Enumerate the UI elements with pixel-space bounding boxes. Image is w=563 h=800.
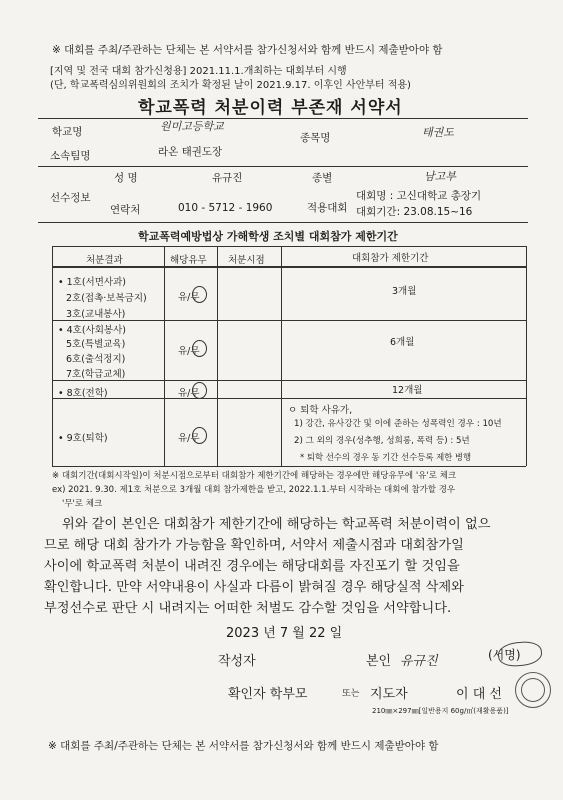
confirmer-label: 확인자 학부모 [228,687,308,702]
team-value: 라온 태권도장 [158,146,223,158]
table-row-item: • 1호(서면사과) [58,277,126,288]
header-limit: 대회참가 제한기간 [352,253,429,264]
paper-spec: 210㎜×297㎜[일반용지 60g/㎡(재활용품)] [372,707,509,715]
document-title: 학교폭력 처분이력 부존재 서약서 [138,98,403,118]
status-checkbox[interactable]: 유/무 [178,388,200,399]
table-example: ex) 2021. 9.30. 제1호 처분으로 3개월 대회 참가제한을 받고, 2022.1.1.부터 시작하는 대회에 참가할 경우 [52,485,456,495]
principal-label: 본인 [366,654,392,669]
sign-mark: (서명) [488,648,521,662]
name-label: 성 명 [114,172,138,184]
pledge-line: 확인합니다. 만약 서약내용이 사실과 다름이 밝혀질 경우 해당실적 삭제와 [44,580,464,595]
header-applicable: 해당유무 [170,255,207,266]
or-text: 또는 [342,689,360,699]
pledge-line: 위와 같이 본인은 대회참가 제한기간에 해당하는 학교폭력 처분이력이 없으 [62,517,491,532]
guide-name: 이 대 선 [456,687,502,702]
contact-label: 연락처 [110,204,141,216]
limit-value: 3개월 [392,286,417,297]
pledge-line: 부정선수로 판단 시 내려지는 어떠한 처벌도 감수할 것임을 서약합니다. [44,601,452,616]
limit-line: * 퇴학 선수의 경우 동 기간 선수등록 제한 병행 [300,452,472,462]
school-label: 학교명 [52,126,83,138]
pledge-line: 사이에 학교폭력 처분이 내려진 경우에는 해당대회를 자진포기 할 것임을 [44,559,460,574]
table-row-item: 5호(특별교육) [66,339,126,350]
pledge-line: 므로 해당 대회 참가가 가능함을 확인하며, 서약서 제출시점과 대회참가일 [44,538,464,553]
guide-label: 지도자 [370,687,408,702]
limit-line: ㅇ 퇴학 사유가, [288,405,353,416]
limit-line: 2) 그 외의 경우(성추행, 성희롱, 폭력 등) : 5년 [294,436,470,446]
header-timing: 처분시점 [228,255,265,266]
team-label: 소속팀명 [50,150,91,162]
school-value: 원미고등학교 [160,120,224,133]
limit-line: 1) 강간, 유사강간 및 이에 준하는 성폭력인 경우 : 10년 [294,419,502,429]
table-row-item: • 4호(사회봉사) [58,325,126,336]
event-label: 종목명 [300,132,331,144]
scope-note: [지역 및 전국 대회 참가신청용] 2021.11.1.개최하는 대회부터 시행 [50,66,347,77]
status-checkbox[interactable]: 유/무 [178,346,200,357]
table-row-item: • 9호(퇴학) [58,433,108,444]
scope-subnote: (단, 학교폭력심의위원회의 조치가 확정된 날이 2021.9.17. 이후인 사안부터 적용) [50,80,411,91]
competition-name: 대회명 : 고신대학교 총장기 [356,190,482,202]
limit-value: 12개월 [392,385,423,396]
table-row-item: 3호(교내봉사) [66,309,126,320]
top-notice: ※ 대회를 주최/주관하는 단체는 본 서약서를 참가신청서와 함께 반드시 제출받아야 함 [52,44,443,56]
category-value: 남고부 [424,170,456,183]
header-result: 처분결과 [86,255,123,266]
table-row-item: 7호(학급교체) [66,369,126,380]
name-value: 유규진 [212,172,243,184]
event-value: 태권도 [422,126,454,139]
table-note: ※ 대회기간(대회시작일)이 처분시점으로부터 대회참가 제한기간에 해당하는 경우에만 해당유무에 '유'로 체크 [52,471,457,481]
status-checkbox[interactable]: 유/무 [178,433,200,444]
applied-competition-label: 적용대회 [307,202,348,214]
table-row-item: 2호(접촉·보복금지) [66,293,147,304]
category-label: 종별 [312,172,333,184]
table-row-item: • 8호(전학) [58,388,108,399]
table-example-cont: '무'로 체크 [62,499,103,509]
limit-value: 6개월 [390,337,415,348]
section-title: 학교폭력예방법상 가해학생 조치별 대회참가 제한기간 [138,230,398,243]
status-checkbox[interactable]: 유/무 [178,292,200,303]
bottom-notice: ※ 대회를 주최/주관하는 단체는 본 서약서를 참가신청서와 함께 반드시 제출받아야 함 [48,740,439,752]
contact-value: 010 - 5712 - 1960 [178,202,273,214]
competition-period: 대회기간: 23.08.15~16 [356,206,473,218]
writer-label: 작성자 [218,654,256,669]
principal-signature[interactable]: 유규진 [400,654,438,669]
pledge-date: 2023 년 7 월 22 일 [226,626,343,641]
table-row-item: 6호(출석정지) [66,354,126,365]
athlete-info-label: 선수정보 [50,192,91,204]
